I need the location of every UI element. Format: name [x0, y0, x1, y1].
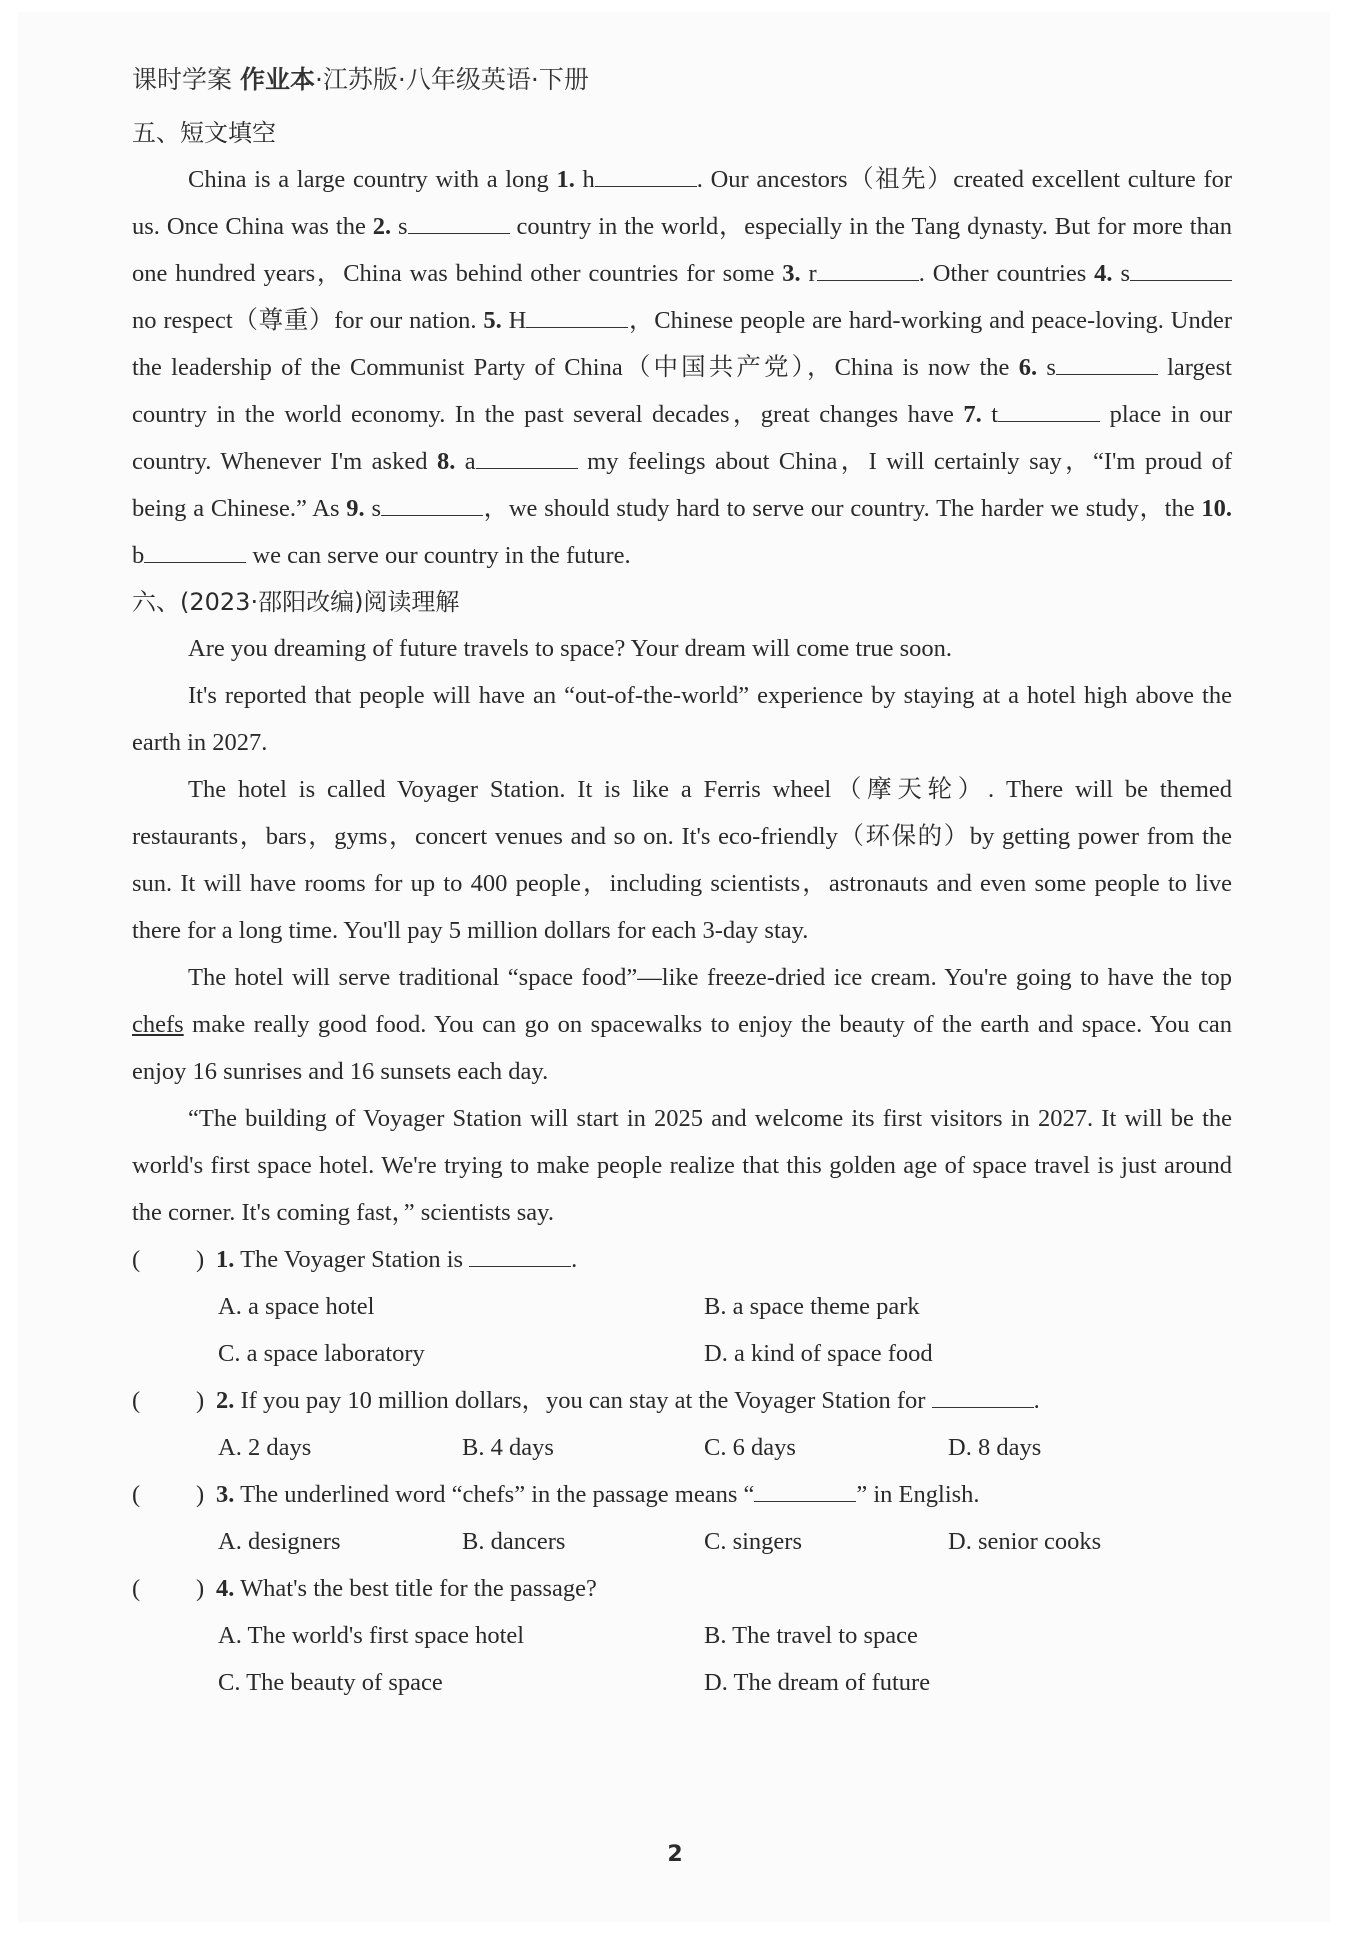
question-4-options-row1 [132, 1612, 1232, 1659]
option-c[interactable]: C. singers [704, 1528, 802, 1555]
reading-paragraph-1: Are you dreaming of future travels to space? Your dream will come true soon. [188, 635, 953, 662]
blank-3[interactable] [817, 260, 919, 281]
blank-2[interactable] [408, 213, 510, 234]
answer-bracket-close: ) [196, 1387, 205, 1414]
underlined-word-chefs: chefs [132, 1011, 184, 1038]
option-c[interactable]: C. 6 days [704, 1434, 796, 1461]
option-d[interactable]: D. senior cooks [948, 1528, 1102, 1555]
section6-title: 六、(2023·邵阳改编)阅读理解 [132, 588, 460, 616]
option-b[interactable]: B. The travel to space [704, 1622, 918, 1649]
answer-bracket-open[interactable]: ( [132, 1481, 141, 1508]
question-number: 2. [216, 1387, 235, 1414]
section5-passage: China is a large country with a long 1. h . Our ancestors（祖先）created excellent culture for us. Once China was the 2. s country in the world，especially in the Tang dynasty. But for more than one hundred years，China was behind other countries for some 3. r . Other countries 4. s no respect（尊重）for our nation. 5. H ，Chinese people are hard-working and peace-loving. Under the leadership of the Communist Party of China（中国共产党），China is now the 6. s largest country in the world economy. In the past several decades，great changes have 7. t place in our country. Whenever I'm asked 8. a my feelings about China，I will certainly say，“I'm proud of being a Chinese.” As 9. s ，we should study hard to serve our country. The harder we study，the 10. b we can serve our country in the future. [132, 166, 1233, 569]
blank-4[interactable] [1130, 260, 1232, 281]
answer-bracket-open[interactable]: ( [132, 1387, 141, 1414]
question-2-options [132, 1424, 1232, 1471]
question-1-options-row1 [132, 1283, 1232, 1330]
answer-bracket-open[interactable]: ( [132, 1575, 141, 1602]
blank-num-10: 10. [1201, 495, 1232, 522]
answer-bracket-close: ) [196, 1575, 205, 1602]
question-3: ( ) 3. The underlined word “chefs” in the passage means “ ” in English. [132, 1471, 1232, 1518]
blank-num-3: 3. [782, 260, 801, 287]
blank-num-7: 7. [963, 401, 982, 428]
question-number: 4. [216, 1575, 235, 1602]
answer-blank[interactable] [754, 1481, 856, 1502]
option-b[interactable]: B. 4 days [462, 1434, 554, 1461]
answer-blank[interactable] [932, 1387, 1034, 1408]
blank-5[interactable] [526, 307, 628, 328]
blank-num-4: 4. [1094, 260, 1113, 287]
option-b[interactable]: B. dancers [462, 1528, 566, 1555]
section5-title: 五、短文填空 [132, 119, 276, 147]
question-text: The Voyager Station is [240, 1246, 464, 1273]
blank-num-8: 8. [436, 448, 456, 475]
question-2: ( ) 2. If you pay 10 million dollars，you can stay at the Voyager Station for . [132, 1377, 1232, 1424]
option-a[interactable]: A. a space hotel [218, 1293, 375, 1320]
question-1-options-row2 [132, 1330, 1232, 1377]
question-4 [132, 1565, 1232, 1612]
option-c[interactable]: C. The beauty of space [218, 1669, 443, 1696]
question-text: If you pay 10 million dollars，you can stay at the Voyager Station for [240, 1387, 926, 1414]
option-a[interactable]: A. 2 days [218, 1434, 312, 1461]
page-number: 2 [667, 1842, 683, 1867]
option-c[interactable]: C. a space laboratory [218, 1340, 425, 1367]
option-d[interactable]: D. 8 days [948, 1434, 1042, 1461]
blank-6[interactable] [1056, 354, 1158, 375]
blank-num-1: 1. [556, 166, 575, 193]
question-1: ( ) 1. The Voyager Station is . [132, 1236, 1232, 1283]
blank-9[interactable] [381, 495, 483, 516]
answer-bracket-close: ) [196, 1481, 205, 1508]
question-number: 1. [216, 1246, 235, 1273]
page-header [132, 60, 1232, 104]
option-a[interactable]: A. The world's first space hotel [218, 1622, 525, 1649]
answer-blank[interactable] [469, 1246, 571, 1267]
blank-10[interactable] [144, 542, 246, 563]
header-book: 作业本 [239, 65, 315, 94]
reading-paragraph-4: The hotel will serve traditional “space food”—like freeze-dried ice cream. You're going to have the top chefs make really good food. You can go on spacewalks to enjoy the beauty of the earth and space. You can enjoy 16 sunrises and 16 sunsets each day. [132, 964, 1232, 1085]
reading-paragraph-2: It's reported that people will have an “out-of-the-world” experience by staying at a hotel high above the earth in 2027. [132, 682, 1232, 756]
question-text: What's the best title for the passage? [240, 1575, 597, 1602]
option-a[interactable]: A. designers [218, 1528, 341, 1555]
blank-8[interactable] [476, 448, 578, 469]
blank-7[interactable] [998, 401, 1100, 422]
reading-paragraph-5: “The building of Voyager Station will start in 2025 and welcome its first visitors in 2027. It will be the world's first space hotel. We're trying to make people realize that this golden age of space travel is just around the corner. It's coming fast，” scientists say. [132, 1105, 1232, 1226]
blank-num-2: 2. [372, 213, 392, 240]
page-content [132, 60, 1232, 1706]
question-text: The underlined word “chefs” in the passage means “ [240, 1481, 755, 1508]
option-d[interactable]: D. The dream of future [704, 1669, 931, 1696]
answer-bracket-close: ) [196, 1246, 205, 1273]
blank-num-6: 6. [1018, 354, 1038, 381]
header-rest: ·江苏版·八年级英语·下册 [314, 65, 589, 94]
blank-1[interactable] [595, 166, 697, 187]
question-3-options [132, 1518, 1232, 1565]
header-series: 课时学案 [132, 65, 233, 94]
reading-paragraph-3: The hotel is called Voyager Station. It is like a Ferris wheel（摩天轮）. There will be themed restaurants，bars，gyms，concert venues and so on. It's eco-friendly（环保的）by getting power from the sun. It will have rooms for up to 400 people，including scientists，astronauts and even some people to live there for a long time. You'll pay 5 million dollars for each 3-day stay. [132, 776, 1232, 944]
question-number: 3. [216, 1481, 235, 1508]
question-4-options-row2 [132, 1659, 1232, 1706]
option-d[interactable]: D. a kind of space food [704, 1340, 933, 1367]
answer-bracket-open[interactable]: ( [132, 1246, 141, 1273]
option-b[interactable]: B. a space theme park [704, 1293, 920, 1320]
blank-num-9: 9. [346, 495, 365, 522]
blank-num-5: 5. [483, 307, 502, 334]
